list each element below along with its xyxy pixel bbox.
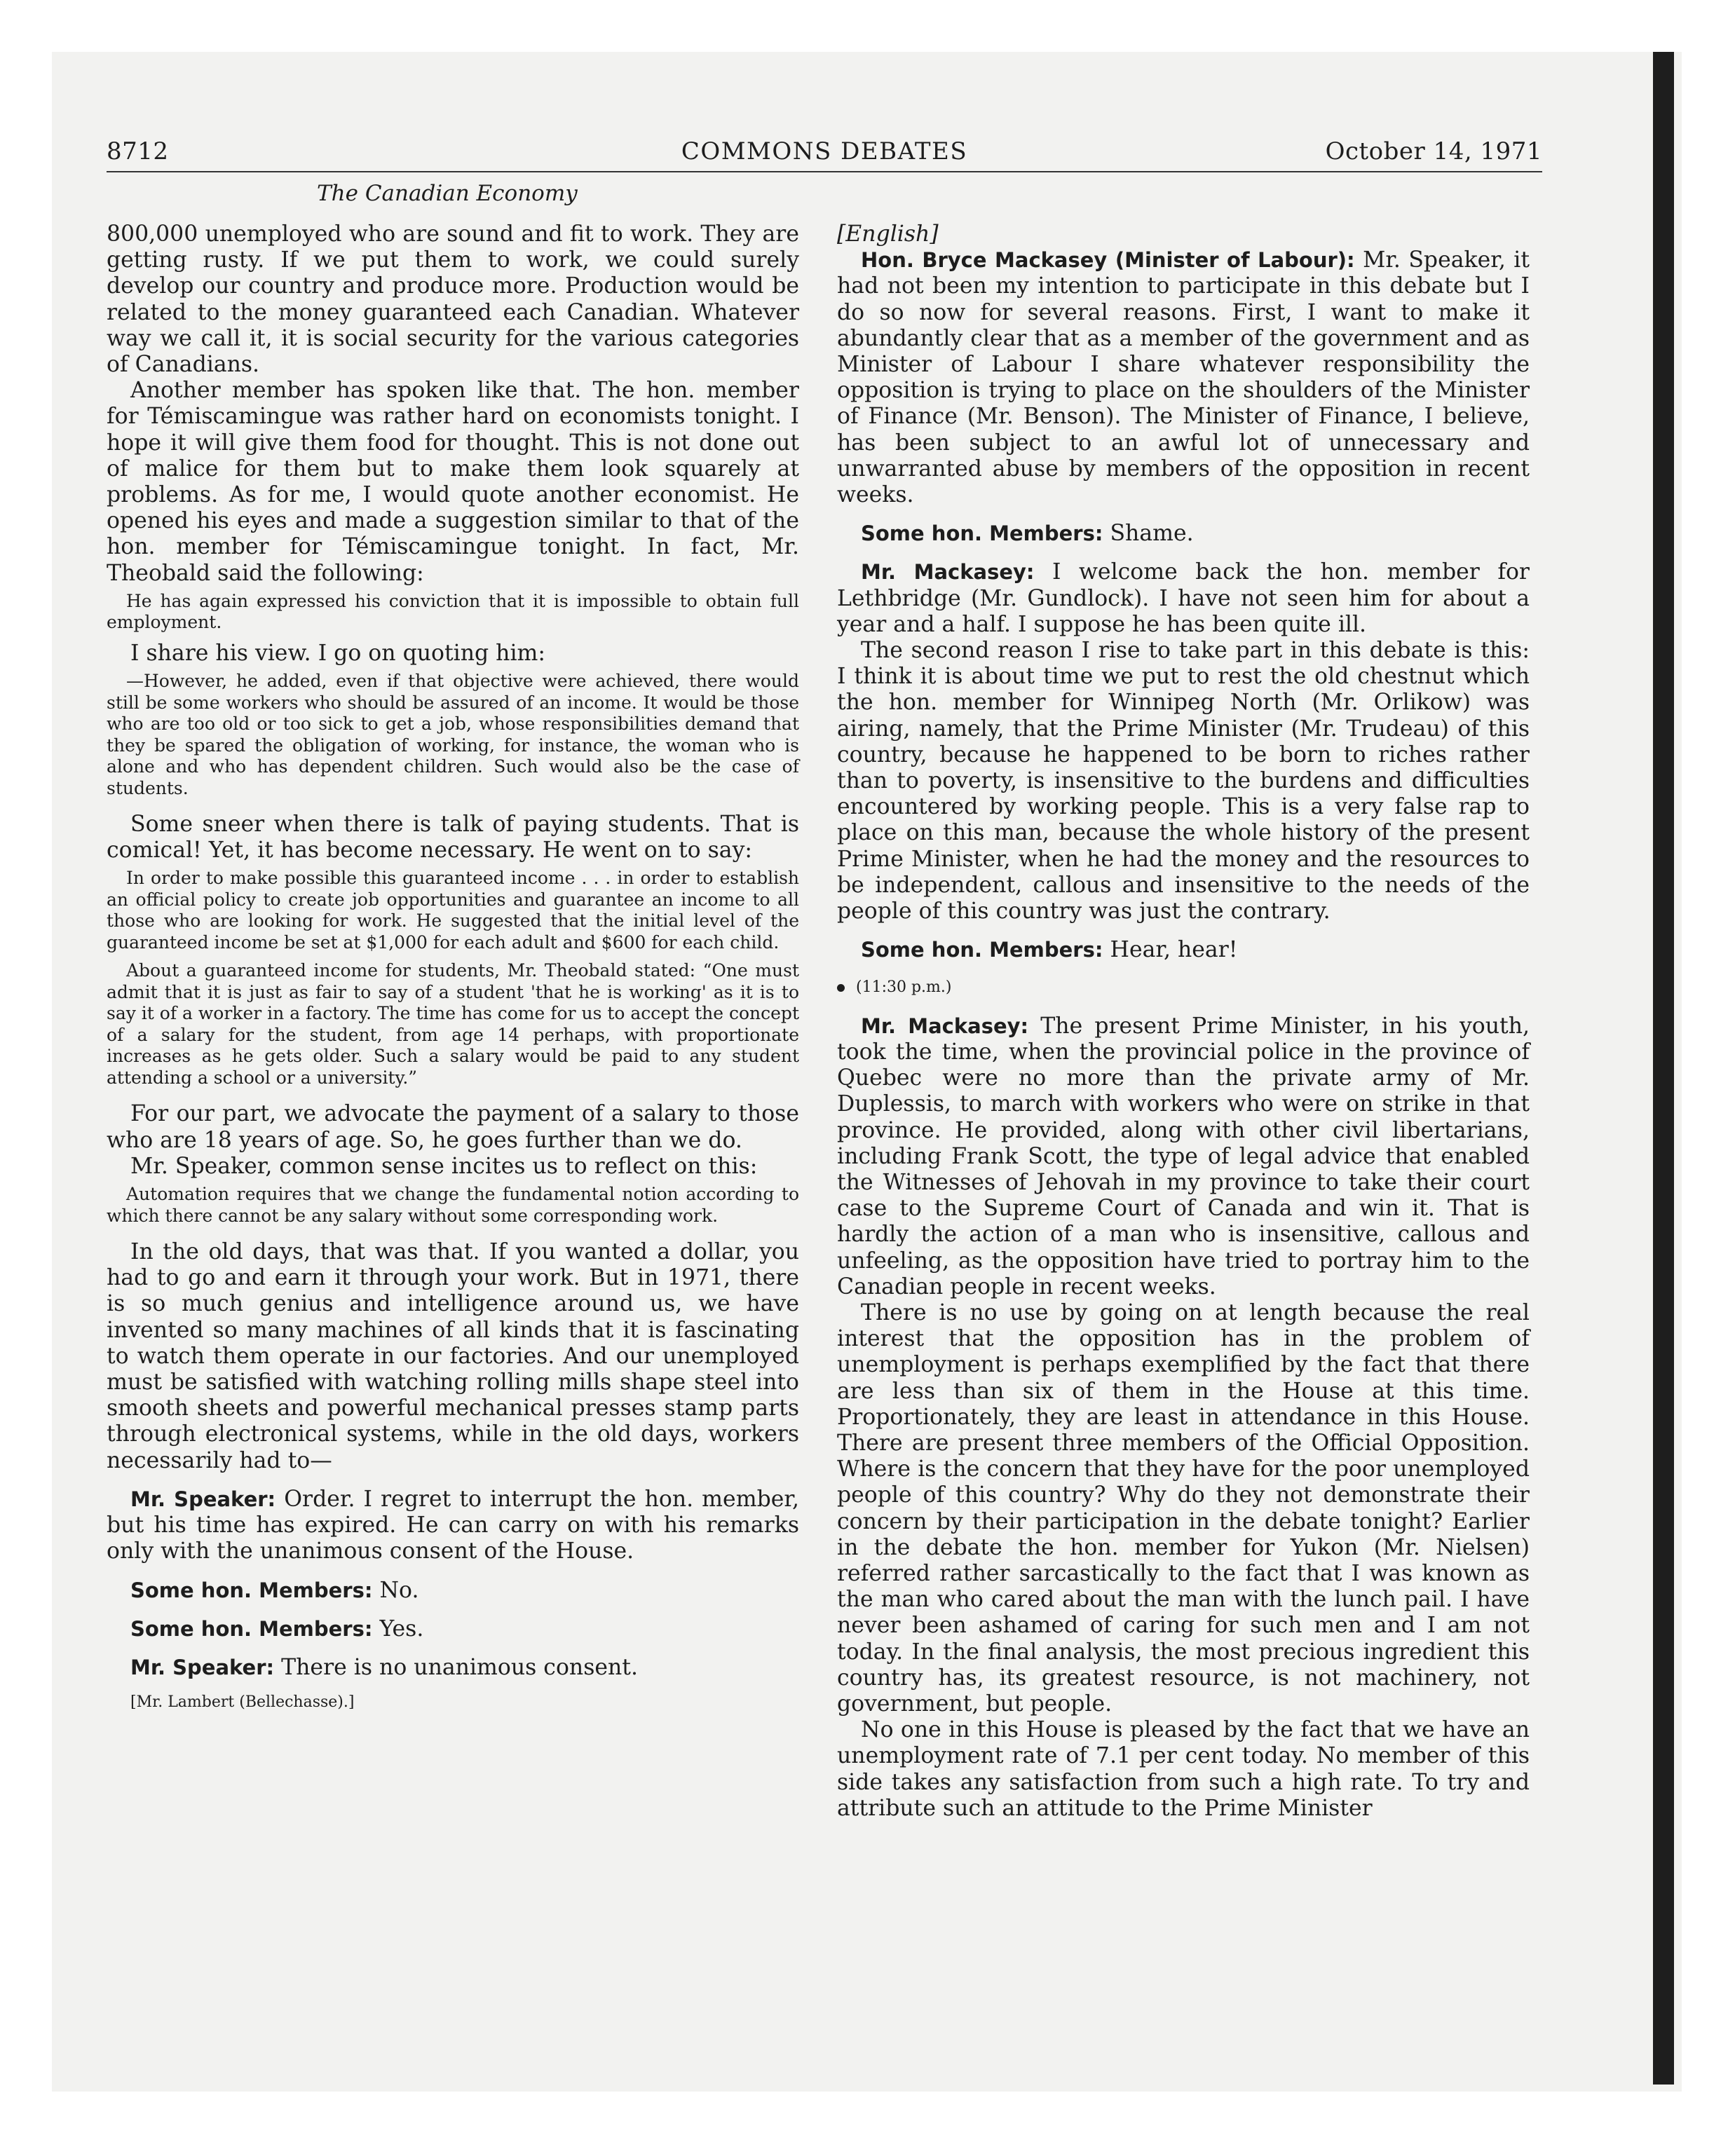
block-quote: Automation requires that we change the fundamental notion according to which there cannot be any salary without some corresponding work. [107,1184,799,1226]
page-date: October 14, 1971 [1325,137,1542,165]
left-column [107,221,799,1715]
right-column [837,221,1530,1822]
speaker-name: Some hon. Members: [130,1616,373,1641]
speech-text: Hear, hear! [1110,937,1238,963]
speech-entry [107,1616,799,1642]
speech-text: The present Prime Minister, in his youth, took the time, when the provincial police in the province of Quebec were no more than the private army of Mr. Duplessis, to march with workers who were on strike in that province. He provided, along with other civil libertarians, including Frank Scott, the type of legal advice that enabled the Witnesses of Jehovah in my province to take their court case to the Supreme Court of Canada and win it. That is hardly the action of a man who is insensitive, callous and unfeeling, as the opposition have tried to portray him to the Canadian people in recent weeks. [837,1013,1530,1299]
speaker-name: Hon. Bryce Mackasey (Minister of Labour): [861,248,1355,273]
speech-entry [107,1655,799,1681]
speaker-name: Some hon. Members: [130,1578,373,1602]
scan-edge-bar [1653,52,1674,2085]
block-quote: —However, he added, even if that objective were achieved, there would still be some workers who should be assured of an income. It would be those who are too old or too sick to get a job, whose responsibilities demand that they be spared the obligation of working, for instance, the woman who is alone and who has dependent children. Such would also be the case of students. [107,671,799,798]
speech-entry [837,559,1530,638]
paragraph: No one in this House is pleased by the fact that we have an unemployment rate of 7.1 per cent today. No member of this side takes any satisfaction from such a high rate. To try and attribute such an attitude to the Prime Minister [837,1717,1530,1821]
subject-heading: The Canadian Economy [317,181,578,206]
speech-entry [837,247,1530,508]
speaker-name: Mr. Speaker: [130,1655,275,1679]
speech-text: I welcome back the hon. member for Lethbridge (Mr. Gundlock). I have not seen him for about a year and a half. I suppose he has been quite ill. [837,559,1530,637]
paragraph: For our part, we advocate the payment of a salary to those who are 18 years of age. So, he goes further than we do. [107,1101,799,1153]
paragraph: Mr. Speaker, common sense incites us to reflect on this: [130,1153,758,1179]
block-quote: He has again expressed his conviction that it is impossible to obtain full employment. [107,590,799,633]
paragraph: The second reason I rise to take part in this debate is this: I think it is about time we put to rest the old chestnut which the hon. member for Winnipeg North (Mr. Orlikow) was airing, namely, that the Prime Minister (Mr. Trudeau) of this country, because he happened to be born to riches rather than to poverty, is insensitive to the burdens and difficulties encountered by working people. This is a very false rap to place on this man, because the whole history of the present Prime Minister, when he had the money and the resources to be independent, callous and insensitive to the needs of the people of this country was just the contrary. [837,638,1530,925]
paragraph: I share his view. I go on quoting him: [130,640,546,666]
paragraph: Some sneer when there is talk of paying students. That is comical! Yet, it has become necessary. He went on to say: [107,812,799,864]
speech-text: Shame. [1110,521,1194,547]
speech-text: There is no unanimous consent. [281,1654,638,1680]
speaker-name: Mr. Speaker: [130,1487,276,1511]
speech-text: Yes. [379,1616,424,1642]
speech-entry [837,1014,1530,1300]
paragraph: Another member has spoken like that. The hon. member for Témiscamingue was rather hard on economists tonight. I hope it will give them food for thought. This is not done out of malice for them but to make them look squarely at problems. As for me, I would quote another economist. He opened his eyes and made a suggestion similar to that of the hon. member for Témiscamingue tonight. In fact, Mr. Theobald said the following: [107,378,799,586]
speaker-name: Mr. Mackasey: [861,560,1035,585]
time-marker [837,974,1530,1000]
speaker-name: Some hon. Members: [861,521,1103,546]
speech-text: No. [379,1577,419,1603]
time-stamp: (11:30 p.m.) [856,978,952,997]
block-quote: In order to make possible this guaranteed income . . . in order to establish an official policy to create job opportunities and guarantee an income to all those who are looking for work. He suggested that the initial level of the guaranteed income be set at $1,000 for each adult and $600 for each child. [107,868,799,953]
attribution: [Mr. Lambert (Bellechasse).] [130,1693,355,1712]
page-header [107,137,1542,172]
paragraph: In the old days, that was that. If you wanted a dollar, you had to go and earn it through your work. But in 1971, there is so much genius and intelligence around us, we have invented so many machines of all kinds that it is fascinating to watch them operate in our factories. And our unemployed must be satisfied with watching rolling mills shape steel into smooth sheets and powerful mechanical presses stamp parts through electronical systems, while in the old days, workers necessarily had to— [107,1239,799,1473]
speech-entry [837,937,1530,963]
language-marker: [English] [837,221,939,247]
paragraph: 800,000 unemployed who are sound and fit to work. They are getting rusty. If we put them to work, we could surely develop our country and produce more. Production would be related to the money guaranteed each Canadian. Whatever way we call it, it is social security for the various categories of Canadians. [107,221,799,378]
speech-entry [107,1487,799,1565]
speech-text: Mr. Speaker, it had not been my intention to participate in this debate but I do so now for several reasons. First, I want to make it abundantly clear that as a member of the government and as Minister of Labour I share whatever responsibility the opposition is trying to place on the shoulders of the Minister of Finance (Mr. Benson). The Minister of Finance, I believe, has been subject to an awful lot of unnecessary and unwarranted abuse by members of the opposition in recent weeks. [837,247,1530,508]
speech-text: Order. I regret to interrupt the hon. member, but his time has expired. He can carry on with his remarks only with the unanimous consent of the House. [107,1486,799,1564]
paragraph: There is no use by going on at length because the real interest that the opposition has in the problem of unemployment is perhaps exemplified by the fact that there are less than six of them in the House at this time. Proportionately, they are least in attendance in this House. There are present three members of the Official Opposition. Where is the concern that they have for the poor unemployed people of this country? Why do they not demonstrate their concern by their participation in the debate tonight? Earlier in the debate the hon. member for Yukon (Mr. Nielsen) referred rather sarcastically to the fact that I was known as the man who cared about the man with the lunch pail. I have never been ashamed of caring for such men and I am not today. In the final analysis, the most precious ingredient this country has, its greatest resource, is not machinery, not government, but people. [837,1299,1530,1717]
speech-entry [837,521,1530,547]
page-number: 8712 [107,137,169,165]
running-title: COMMONS DEBATES [681,137,968,165]
speech-entry [107,1578,799,1604]
speaker-name: Mr. Mackasey: [861,1014,1029,1038]
speaker-name: Some hon. Members: [861,938,1103,962]
block-quote: About a guaranteed income for students, Mr. Theobald stated: “One must admit that it is just as fair to say of a student 'that he is working' as it is to say it of a worker in a factory. The time has come for us to accept the concept of a salary for the student, from age 14 perhaps, with proportionate increases as he gets older. Such a salary would be paid to any student attending a school or a university.” [107,960,799,1088]
bullet-icon [837,984,845,992]
